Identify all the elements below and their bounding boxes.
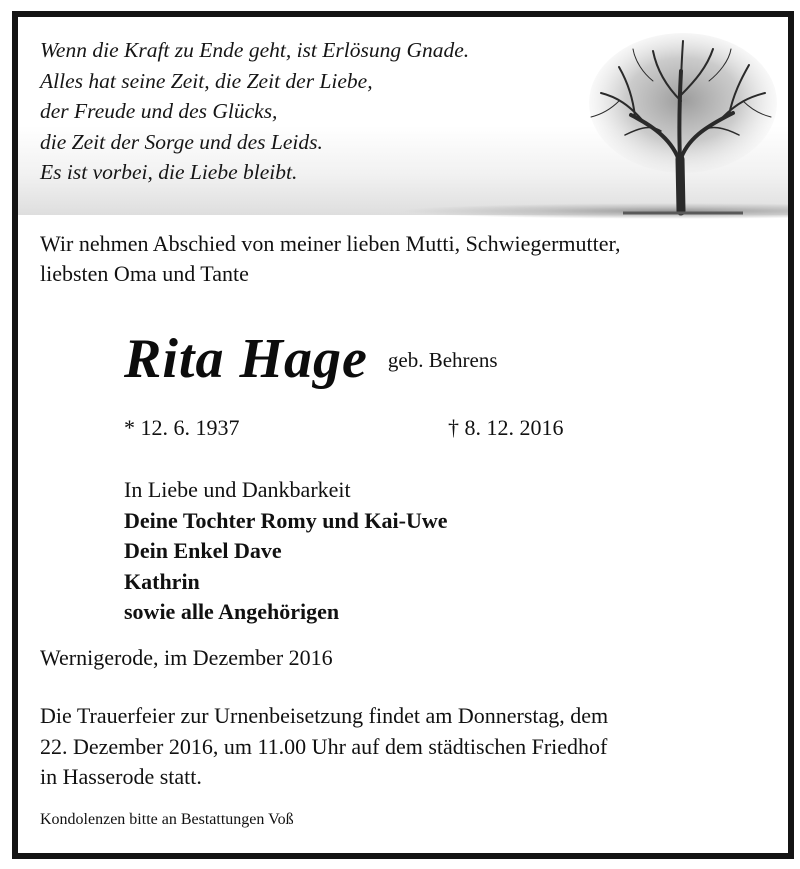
- mourner-name: Kathrin: [124, 568, 200, 594]
- place-date: Wernigerode, im Dezember 2016: [40, 645, 333, 670]
- deceased-name: Rita Hage: [124, 328, 368, 390]
- deceased-name-row: [124, 327, 498, 391]
- poem: [40, 35, 469, 188]
- mourners-intro: In Liebe und Dankbarkeit: [124, 477, 351, 502]
- poem-line: die Zeit der Sorge und des Leids.: [40, 129, 323, 154]
- mourner-name: sowie alle Angehörigen: [124, 599, 340, 624]
- poem-line: der Freude und des Glücks,: [40, 99, 278, 123]
- tree-icon: [583, 31, 779, 219]
- ceremony-info: [40, 701, 608, 793]
- birth-date: * 12. 6. 1937: [124, 415, 240, 440]
- death-date: † 8. 12. 2016: [448, 415, 564, 440]
- ceremony-line: Die Trauerfeier zur Urnenbeisetzung findet am Donnerstag, dem: [40, 703, 609, 728]
- ceremony-line: 22. Dezember 2016, um 11.00 Uhr auf dem städtischen Friedhof: [40, 733, 608, 759]
- ceremony-line: in Hasserode statt.: [40, 764, 202, 789]
- poem-line: Wenn die Kraft zu Ende geht, ist Erlösung Gnade.: [40, 38, 470, 62]
- poem-line: Alles hat seine Zeit, die Zeit der Liebe,: [40, 68, 373, 93]
- intro-line: liebsten Oma und Tante: [40, 261, 249, 286]
- condolence-note: Kondolenzen bitte an Bestattungen Voß: [40, 811, 294, 828]
- poem-line: Es ist vorbei, die Liebe bleibt.: [40, 160, 298, 184]
- maiden-name: geb. Behrens: [387, 348, 498, 372]
- obituary-notice: [12, 11, 794, 859]
- mourner-name: Deine Tochter Romy und Kai-Uwe: [124, 507, 448, 533]
- intro-text: [40, 229, 770, 289]
- mourner-name: Dein Enkel Dave: [124, 538, 282, 563]
- intro-line: Wir nehmen Abschied von meiner lieben Mutti, Schwiegermutter,: [40, 231, 621, 256]
- mourners-list: [124, 475, 448, 628]
